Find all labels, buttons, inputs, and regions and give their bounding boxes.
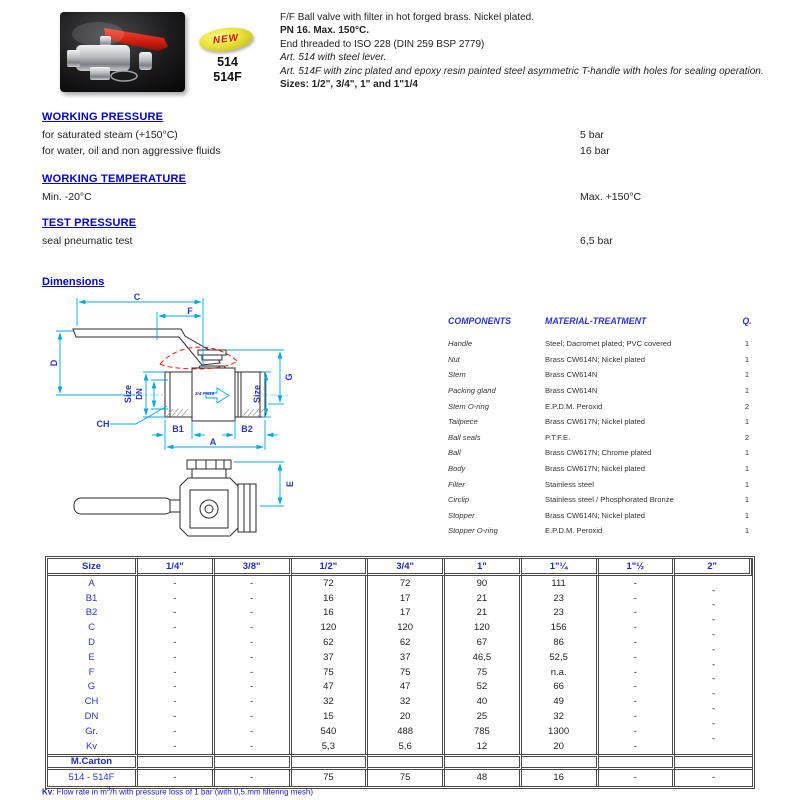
size-value: - <box>215 576 292 591</box>
size-value: - <box>138 665 215 680</box>
size-value: - <box>712 644 716 656</box>
empty-cell <box>215 754 292 770</box>
size-table-row <box>48 688 752 709</box>
component-row <box>448 414 756 430</box>
size-value: - <box>599 606 676 621</box>
spec-value: Max. +150°C <box>580 191 642 203</box>
article-numbers <box>200 55 255 85</box>
component-material: Stainless steel / Phosphorated Bronze <box>545 495 674 505</box>
size-table-header-cell: 1" <box>445 559 522 576</box>
component-row <box>448 383 756 399</box>
kv-footnote <box>42 787 313 797</box>
carton-value: 16 <box>522 770 599 786</box>
size-value: - <box>599 591 676 606</box>
component-row <box>448 336 756 352</box>
component-quantity: 1 <box>744 464 750 474</box>
size-table-header-cell: 1/4" <box>138 559 215 576</box>
component-quantity: 1 <box>744 386 750 396</box>
empty-cell <box>368 754 445 770</box>
carton-value: 75 <box>292 770 369 786</box>
empty-cell <box>138 754 215 770</box>
size-table-header-cell: 3/8" <box>215 559 292 576</box>
size-value: - <box>215 694 292 709</box>
size-value: 47 <box>368 680 445 695</box>
size-table-row <box>48 600 752 621</box>
component-row <box>448 430 756 446</box>
section-title: WORKING TEMPERATURE <box>42 173 187 185</box>
carton-value: 75 <box>368 770 445 786</box>
dim-label-a: A <box>209 437 217 447</box>
carton-value: - <box>599 770 676 786</box>
component-row <box>448 508 756 524</box>
dimension-row-label: DN <box>48 709 138 724</box>
size-value: - <box>712 703 716 715</box>
size-value: 75 <box>445 665 522 680</box>
description-line-5: Art. 514F with zinc plated and epoxy resin painted steel asymmetric T-handle with holes for sealing operation. <box>280 65 764 77</box>
product-photo-art <box>60 12 185 92</box>
dimension-row-label: B1 <box>48 591 138 606</box>
component-row <box>448 523 756 539</box>
size-value: - <box>599 709 676 724</box>
carton-value: 48 <box>445 770 522 786</box>
component-material: E.P.D.M. Peroxid <box>545 401 603 411</box>
dimension-row-label: E <box>48 650 138 665</box>
dimension-row-label: C <box>48 620 138 635</box>
size-value: 66 <box>522 680 599 695</box>
size-value: - <box>712 659 716 671</box>
component-quantity: 1 <box>744 417 750 427</box>
component-name: Filter <box>448 479 465 489</box>
empty-cell <box>445 754 522 770</box>
size-value: - <box>712 718 716 730</box>
size-value: 32 <box>292 694 369 709</box>
component-name: Body <box>448 464 466 474</box>
size-value: - <box>215 739 292 754</box>
size-value: 120 <box>368 620 445 635</box>
size-value: 540 <box>292 724 369 739</box>
components-table-header <box>448 316 756 336</box>
description-line-6: Sizes: 1/2", 3/4", 1" and 1"1/4 <box>280 79 418 91</box>
dim-label-f: F <box>187 306 193 316</box>
component-quantity: 1 <box>744 510 750 520</box>
size-table-row <box>48 674 752 695</box>
dim-label-size-right: Size <box>252 384 262 404</box>
size-value: n.a. <box>522 665 599 680</box>
size-value: 67 <box>445 635 522 650</box>
kv-footnote-text: /h with pressure loss of 1 bar (with 0,5 mm filtering mesh) <box>110 787 314 797</box>
description-line-3: End threaded to ISO 228 (DIN 259 BSP 2779) <box>280 38 485 50</box>
carton-value: - <box>712 772 716 784</box>
kv-footnote-sup: 3 <box>106 787 111 793</box>
size-value: 32 <box>368 694 445 709</box>
size-value: 488 <box>368 724 445 739</box>
size-value: 17 <box>368 591 445 606</box>
carton-value: - <box>215 770 292 786</box>
size-table-row <box>48 629 752 650</box>
dimension-row-label: D <box>48 635 138 650</box>
dim-label-size-left: Size <box>123 384 133 404</box>
dimension-drawing <box>40 292 420 555</box>
size-value: - <box>215 591 292 606</box>
size-table-row <box>48 703 752 724</box>
size-value: - <box>599 650 676 665</box>
size-value: 12 <box>445 739 522 754</box>
dim-label-g: G <box>284 373 294 381</box>
description-line-1: F/F Ball valve with filter in hot forged brass. Nickel plated. <box>280 12 534 23</box>
size-value: 37 <box>292 650 369 665</box>
component-name: Circlip <box>448 495 470 505</box>
spec-label: seal pneumatic test <box>42 235 133 247</box>
size-value: - <box>712 688 716 700</box>
component-name: Ball <box>448 448 461 458</box>
size-value: 46,5 <box>445 650 522 665</box>
size-value: - <box>599 576 676 591</box>
dim-label-b1: B1 <box>172 424 184 434</box>
size-value: 17 <box>368 606 445 621</box>
size-value: 75 <box>292 665 369 680</box>
size-value: 15 <box>292 709 369 724</box>
size-table-header-cell: 1"¼ <box>522 559 599 576</box>
size-value: - <box>138 650 215 665</box>
size-value: - <box>712 585 716 597</box>
spec-value: 6,5 bar <box>580 235 613 247</box>
valve-bottom-view <box>74 460 256 536</box>
kv-footnote-text: : Flow rate in m <box>52 787 107 797</box>
kv-footnote-label: Kv <box>42 787 53 797</box>
section-working-temperature <box>42 173 758 205</box>
size-value: 21 <box>445 591 522 606</box>
component-quantity: 1 <box>744 495 750 505</box>
empty-cell <box>675 754 752 770</box>
component-quantity: 1 <box>744 339 750 349</box>
mcarton-row <box>48 754 752 770</box>
size-value: - <box>215 635 292 650</box>
size-value: - <box>215 709 292 724</box>
component-row <box>448 352 756 368</box>
component-name: Stem O-ring <box>448 401 489 411</box>
size-value: 111 <box>522 576 599 591</box>
description-line-2: PN 16. Max. 150°C. <box>280 25 370 37</box>
spec-row <box>42 127 758 143</box>
size-value: - <box>712 614 716 626</box>
dimension-row-label: G <box>48 680 138 695</box>
component-row <box>448 476 756 492</box>
size-value: - <box>138 680 215 695</box>
component-name: Handle <box>448 339 473 349</box>
size-value: - <box>712 674 716 686</box>
size-value: - <box>138 709 215 724</box>
spec-value: 5 bar <box>580 129 604 141</box>
component-material: Brass CW614N <box>545 386 598 396</box>
size-value: 62 <box>368 635 445 650</box>
valve-marking: 3/4 PN16 <box>195 391 215 396</box>
empty-cell <box>292 754 369 770</box>
size-value: 25 <box>445 709 522 724</box>
section-title: WORKING PRESSURE <box>42 111 164 123</box>
size-value: - <box>599 665 676 680</box>
size-value: 20 <box>522 739 599 754</box>
size-value: 47 <box>292 680 369 695</box>
component-material: Brass CW614N <box>545 370 598 380</box>
size-value: - <box>138 739 215 754</box>
description-line-4: Art. 514 with steel lever. <box>280 52 387 64</box>
component-material: Brass CW614N; Nickel plated <box>545 510 646 520</box>
size-table-row <box>48 659 752 680</box>
size-value: - <box>712 600 716 612</box>
valve-top-view <box>73 329 265 421</box>
size-table-row <box>48 585 752 606</box>
size-value: 5,3 <box>292 739 369 754</box>
size-table-header-cell: 3/4" <box>368 559 445 576</box>
section-title: TEST PRESSURE <box>42 217 137 229</box>
component-row <box>448 445 756 461</box>
qty-column-header: Q. <box>742 316 752 326</box>
section-test-pressure <box>42 217 758 249</box>
size-value: 23 <box>522 591 599 606</box>
component-material: Brass CW617N; Nickel plated <box>545 417 646 427</box>
size-value: - <box>215 724 292 739</box>
size-value: - <box>138 591 215 606</box>
size-value: - <box>599 635 676 650</box>
size-table-row <box>48 576 752 591</box>
component-quantity: 2 <box>744 432 750 442</box>
spec-label: Min. -20°C <box>42 191 92 203</box>
empty-cell <box>599 754 676 770</box>
size-value: - <box>599 694 676 709</box>
dimension-row-label: F <box>48 665 138 680</box>
spec-label: for water, oil and non aggressive fluids <box>42 145 221 157</box>
size-table-header-row <box>48 559 752 576</box>
size-value: - <box>138 635 215 650</box>
size-table-header-cell: 1"½ <box>599 559 676 576</box>
component-name: Stopper O-ring <box>448 526 498 536</box>
size-table <box>45 556 755 789</box>
component-material: E.P.D.M. Peroxid <box>545 526 603 536</box>
size-table-header-cell: 2" <box>675 559 752 576</box>
size-value: 1300 <box>522 724 599 739</box>
new-badge-label: NEW <box>212 32 240 47</box>
size-value: 156 <box>522 620 599 635</box>
dimension-row-label: Gr. <box>48 724 138 739</box>
product-description <box>280 11 795 91</box>
mcarton-label: M.Carton <box>48 754 138 770</box>
size-value: 52,5 <box>522 650 599 665</box>
component-material: Brass CW617N; Nickel plated <box>545 464 646 474</box>
component-name: Stopper <box>448 510 475 520</box>
size-value: 72 <box>368 576 445 591</box>
size-value: - <box>138 606 215 621</box>
section-working-pressure <box>42 111 758 159</box>
size-value: - <box>599 680 676 695</box>
size-value: 52 <box>445 680 522 695</box>
component-name: Packing gland <box>448 386 496 396</box>
size-value: 20 <box>368 709 445 724</box>
article-row-label: 514 - 514F <box>48 770 138 786</box>
size-value: 90 <box>445 576 522 591</box>
spec-value: 16 bar <box>580 145 610 157</box>
size-table-row <box>48 733 752 754</box>
size-value: - <box>599 724 676 739</box>
size-value: - <box>138 576 215 591</box>
size-value: 5,6 <box>368 739 445 754</box>
size-value: - <box>215 665 292 680</box>
spec-row <box>42 143 758 159</box>
size-value: - <box>712 733 716 745</box>
size-value: - <box>215 620 292 635</box>
new-badge <box>198 25 254 54</box>
size-value: 62 <box>292 635 369 650</box>
dim-label-b2: B2 <box>241 424 253 434</box>
size-value: 120 <box>292 620 369 635</box>
size-table-header-cell: Size <box>48 559 138 576</box>
size-value: 120 <box>445 620 522 635</box>
material-column-header: MATERIAL-TREATMENT <box>545 316 647 326</box>
size-value: 23 <box>522 606 599 621</box>
component-quantity: 1 <box>744 479 750 489</box>
size-value: 16 <box>292 591 369 606</box>
article-number-514f: 514F <box>213 70 242 84</box>
size-value: 16 <box>292 606 369 621</box>
size-value: 86 <box>522 635 599 650</box>
size-value: 37 <box>368 650 445 665</box>
size-value: 75 <box>368 665 445 680</box>
component-quantity: 1 <box>744 448 750 458</box>
size-value: - <box>599 739 676 754</box>
size-value: - <box>712 629 716 641</box>
product-photo <box>60 12 185 92</box>
dimension-row-label: A <box>48 576 138 591</box>
component-quantity: 2 <box>744 401 750 411</box>
component-quantity: 1 <box>744 354 750 364</box>
size-value: 785 <box>445 724 522 739</box>
size-value: 32 <box>522 709 599 724</box>
size-value: - <box>138 694 215 709</box>
dim-label-d: D <box>49 359 59 367</box>
size-value: - <box>215 606 292 621</box>
dim-label-e: E <box>285 480 295 488</box>
component-material: Brass CW617N; Chrome plated <box>545 448 652 458</box>
dimension-row-label: CH <box>48 694 138 709</box>
components-table <box>448 316 756 539</box>
size-value: 72 <box>292 576 369 591</box>
size-table-row <box>48 614 752 635</box>
component-row <box>448 461 756 477</box>
component-material: P.T.F.E. <box>545 432 571 442</box>
spec-label: for saturated steam (+150°C) <box>42 129 178 141</box>
size-value: 21 <box>445 606 522 621</box>
size-value: - <box>215 650 292 665</box>
size-table-row <box>48 718 752 739</box>
size-table-body <box>48 576 752 754</box>
size-value: - <box>215 680 292 695</box>
size-table-header-cell: 1/2" <box>292 559 369 576</box>
component-name: Tailpiece <box>448 417 478 427</box>
size-value: 40 <box>445 694 522 709</box>
empty-cell <box>522 754 599 770</box>
component-row <box>448 367 756 383</box>
component-material: Stainless steel <box>545 479 594 489</box>
size-table-row <box>48 644 752 665</box>
dim-label-dn: DN <box>135 388 144 400</box>
component-material: Brass CW614N; Nickel plated <box>545 354 646 364</box>
size-value: - <box>138 724 215 739</box>
component-quantity: 1 <box>744 526 750 536</box>
component-row <box>448 398 756 414</box>
size-value: - <box>599 620 676 635</box>
component-name: Nut <box>448 354 460 364</box>
component-name: Stem <box>448 370 466 380</box>
components-table-body <box>448 336 756 539</box>
component-name: Ball seals <box>448 432 481 442</box>
size-value: 49 <box>522 694 599 709</box>
carton-value: - <box>138 770 215 786</box>
spec-row <box>42 189 758 205</box>
spec-row <box>42 233 758 249</box>
dim-label-ch: CH <box>96 419 110 429</box>
dimensions-title: Dimensions <box>42 276 105 288</box>
dim-label-c: C <box>133 292 141 302</box>
carton-quantity-row <box>48 770 752 786</box>
size-value: - <box>138 620 215 635</box>
dimension-row-label: Kv <box>48 739 138 754</box>
components-column-header: COMPONENTS <box>448 316 512 326</box>
component-quantity: 1 <box>744 370 750 380</box>
dimension-row-label: B2 <box>48 606 138 621</box>
article-number-514: 514 <box>217 55 238 69</box>
component-row <box>448 492 756 508</box>
component-material: Steel; Dacromet plated; PVC covered <box>545 339 672 349</box>
